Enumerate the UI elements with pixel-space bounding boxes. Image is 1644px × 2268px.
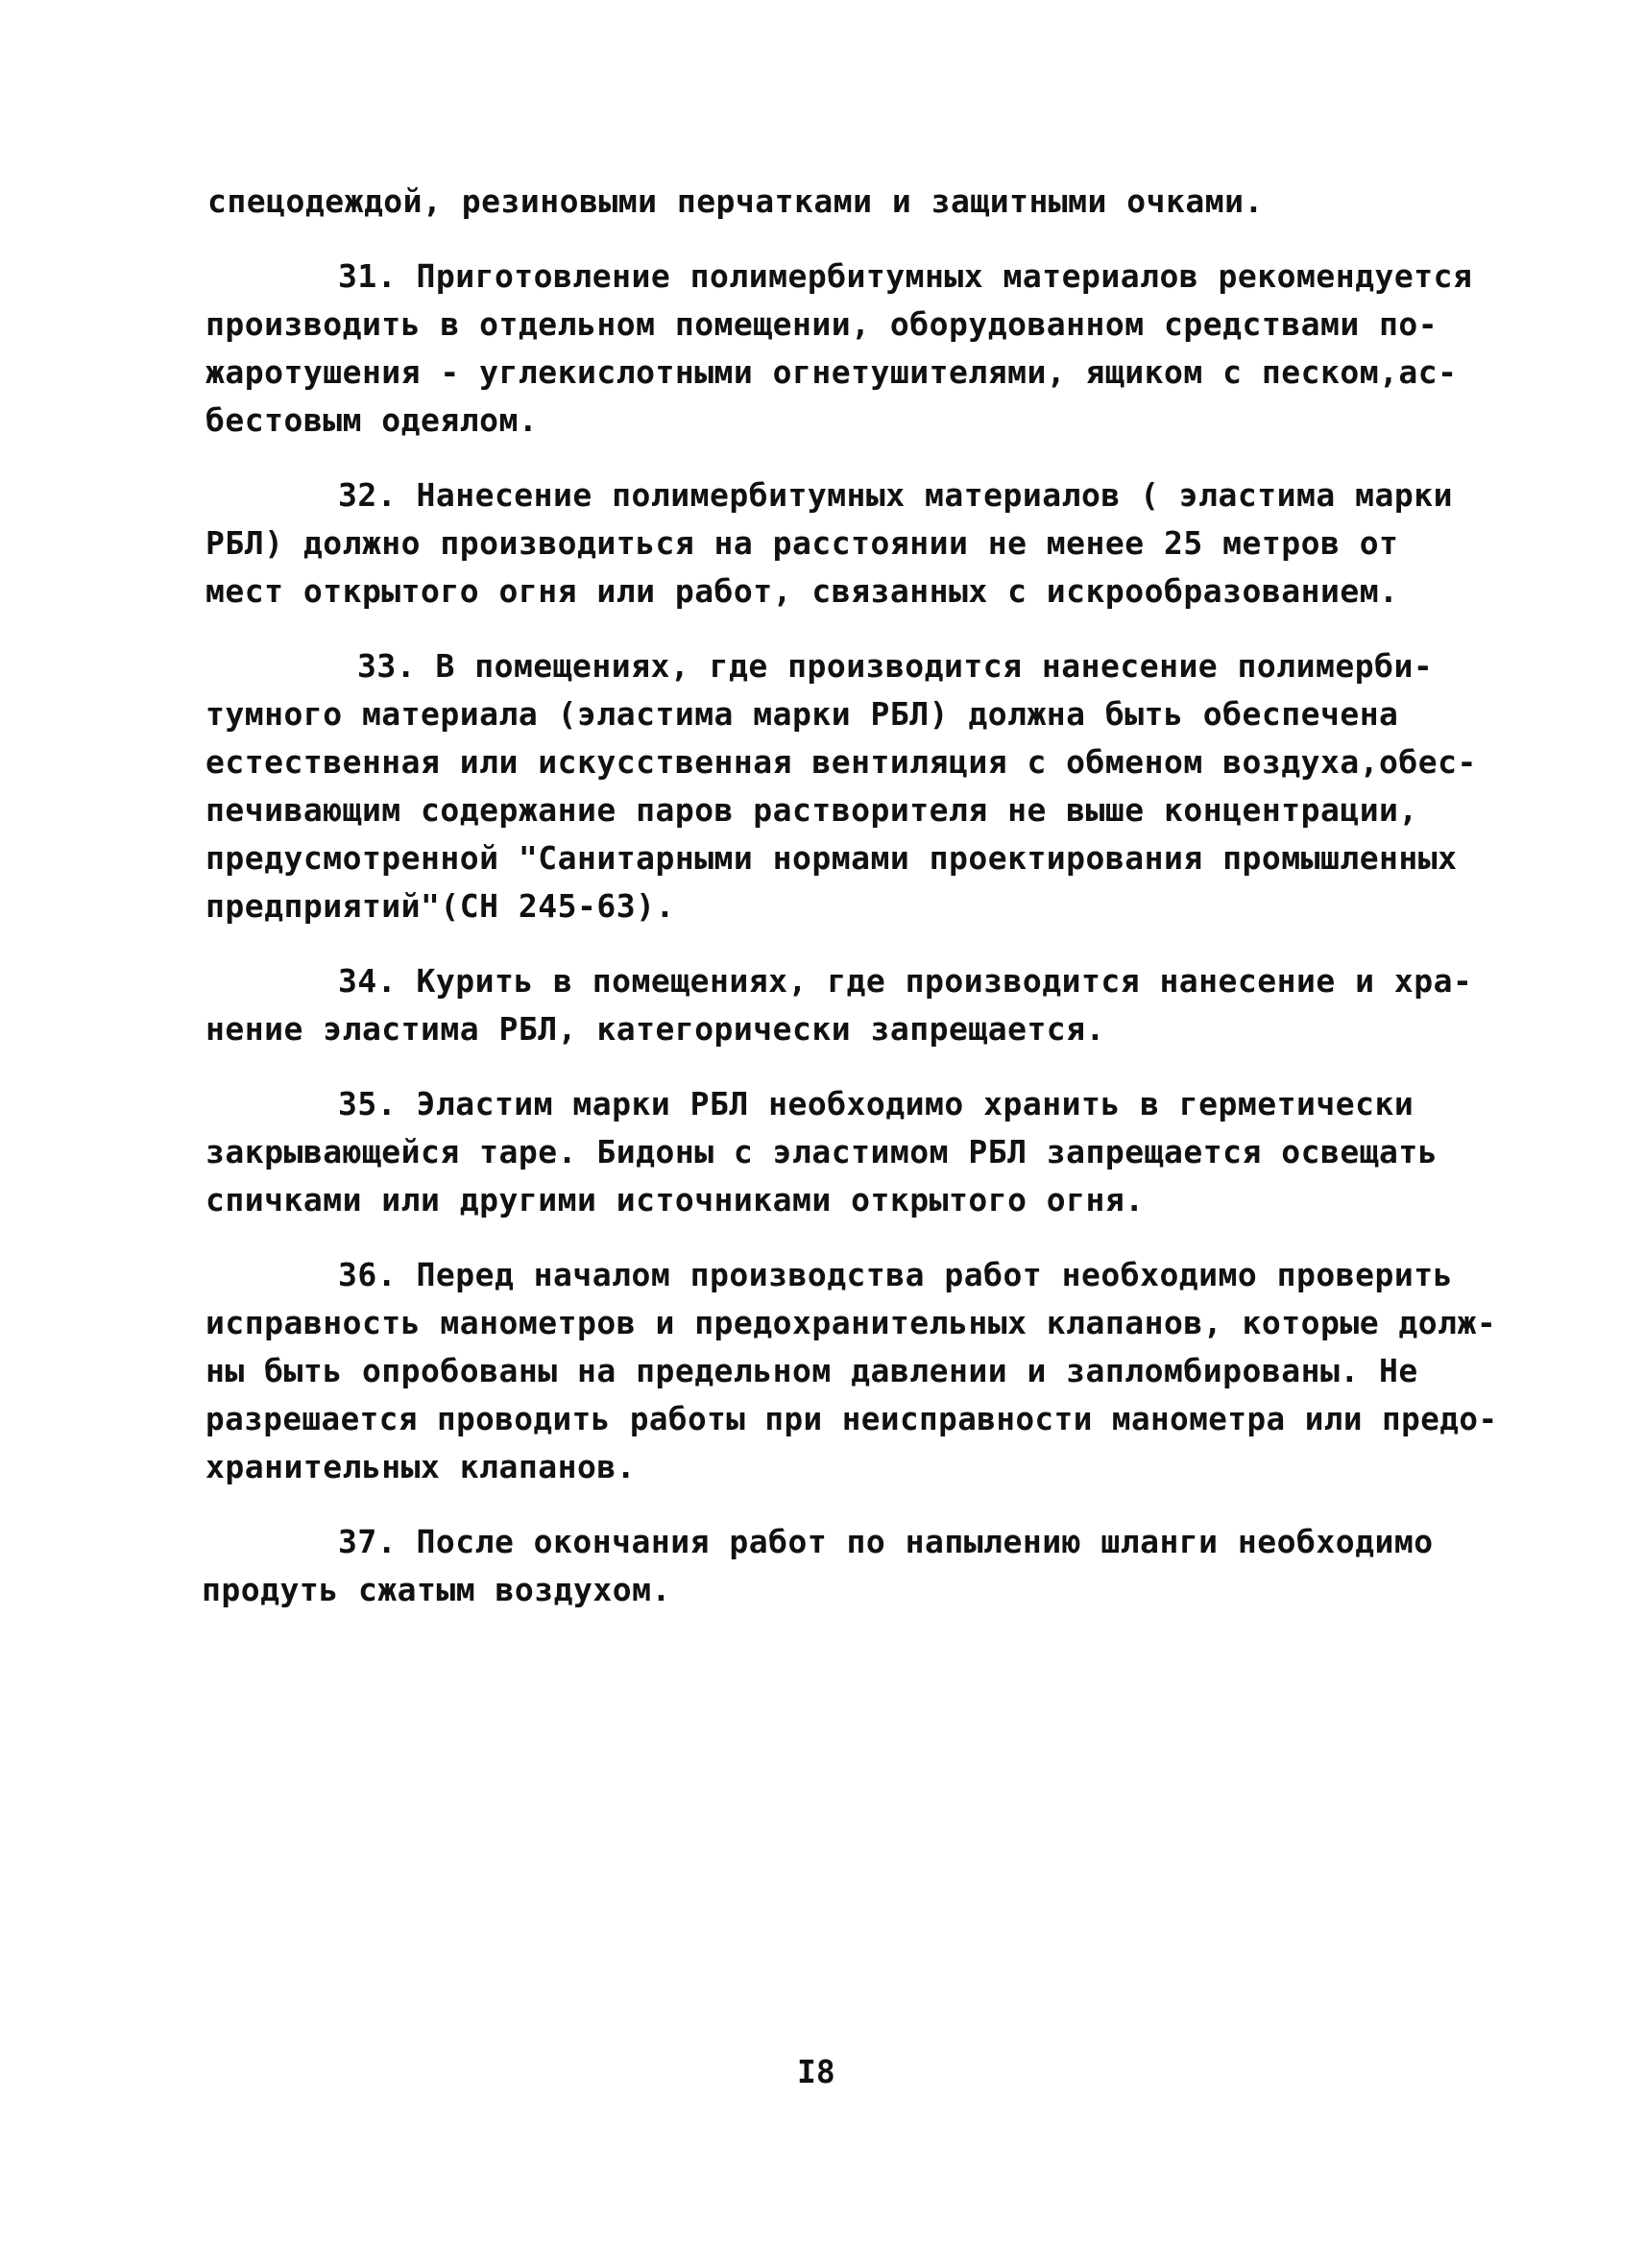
paragraph-33-line: 33. В помещениях, где производится нанесение полимерби- (357, 647, 1434, 685)
paragraph-34-line: нение эластима РБЛ, категорически запрещается. (206, 1010, 1105, 1048)
paragraph-33-line: печивающим содержание паров растворителя не выше концентрации, (206, 791, 1418, 829)
paragraph-31-line: бестовым одеялом. (206, 401, 539, 439)
paragraph-36-line: 36. Перед началом производства работ необходимо проверить (338, 1256, 1453, 1293)
paragraph-32-line: 32. Нанесение полимербитумных материалов ( эластима марки (338, 476, 1453, 514)
text-line: спецодеждой, резиновыми перчатками и защитными очками. (207, 182, 1264, 220)
paragraph-32-line: РБЛ) должно производиться на расстоянии не менее 25 метров от (206, 524, 1399, 562)
paragraph-37-line: продуть сжатым воздухом. (202, 1571, 671, 1608)
paragraph-37-line: 37. После окончания работ по напылению шланги необходимо (338, 1523, 1434, 1560)
paragraph-33-line: предприятий"(СН 245-63). (206, 887, 675, 925)
paragraph-34-line: 34. Курить в помещениях, где производится нанесение и хра- (338, 962, 1473, 1000)
paragraph-35-line: 35. Эластим марки РБЛ необходимо хранить в герметически (338, 1085, 1414, 1122)
paragraph-33-line: предусмотренной "Санитарными нормами проектирования промышленных (206, 839, 1458, 877)
page-number: I8 (797, 2053, 835, 2090)
paragraph-36-line: хранительных клапанов. (206, 1448, 637, 1485)
paragraph-36-line: разрешается проводить работы при неисправности манометра или предо- (206, 1400, 1498, 1437)
paragraph-33-line: естественная или искусственная вентиляция с обменом воздуха,обес- (206, 743, 1477, 781)
paragraph-36-line: ны быть опробованы на предельном давлении и запломбированы. Не (206, 1352, 1418, 1389)
paragraph-36-line: исправность манометров и предохранительных клапанов, которые долж- (206, 1304, 1497, 1341)
paragraph-35-line: закрывающейся таре. Бидоны с эластимом РБЛ запрещается освещать (206, 1133, 1438, 1170)
paragraph-32-line: мест открытого огня или работ, связанных с искрообразованием. (206, 572, 1399, 610)
paragraph-33-line: тумного материала (эластима марки РБЛ) должна быть обеспечена (206, 695, 1399, 733)
paragraph-31-line: производить в отдельном помещении, оборудованном средствами по- (206, 305, 1438, 343)
paragraph-35-line: спичками или другими источниками открытого огня. (206, 1181, 1145, 1218)
paragraph-31-line: 31. Приготовление полимербитумных материалов рекомендуется (338, 257, 1473, 295)
paragraph-31-line: жаротушения - углекислотными огнетушителями, ящиком с песком,ас- (206, 353, 1458, 391)
